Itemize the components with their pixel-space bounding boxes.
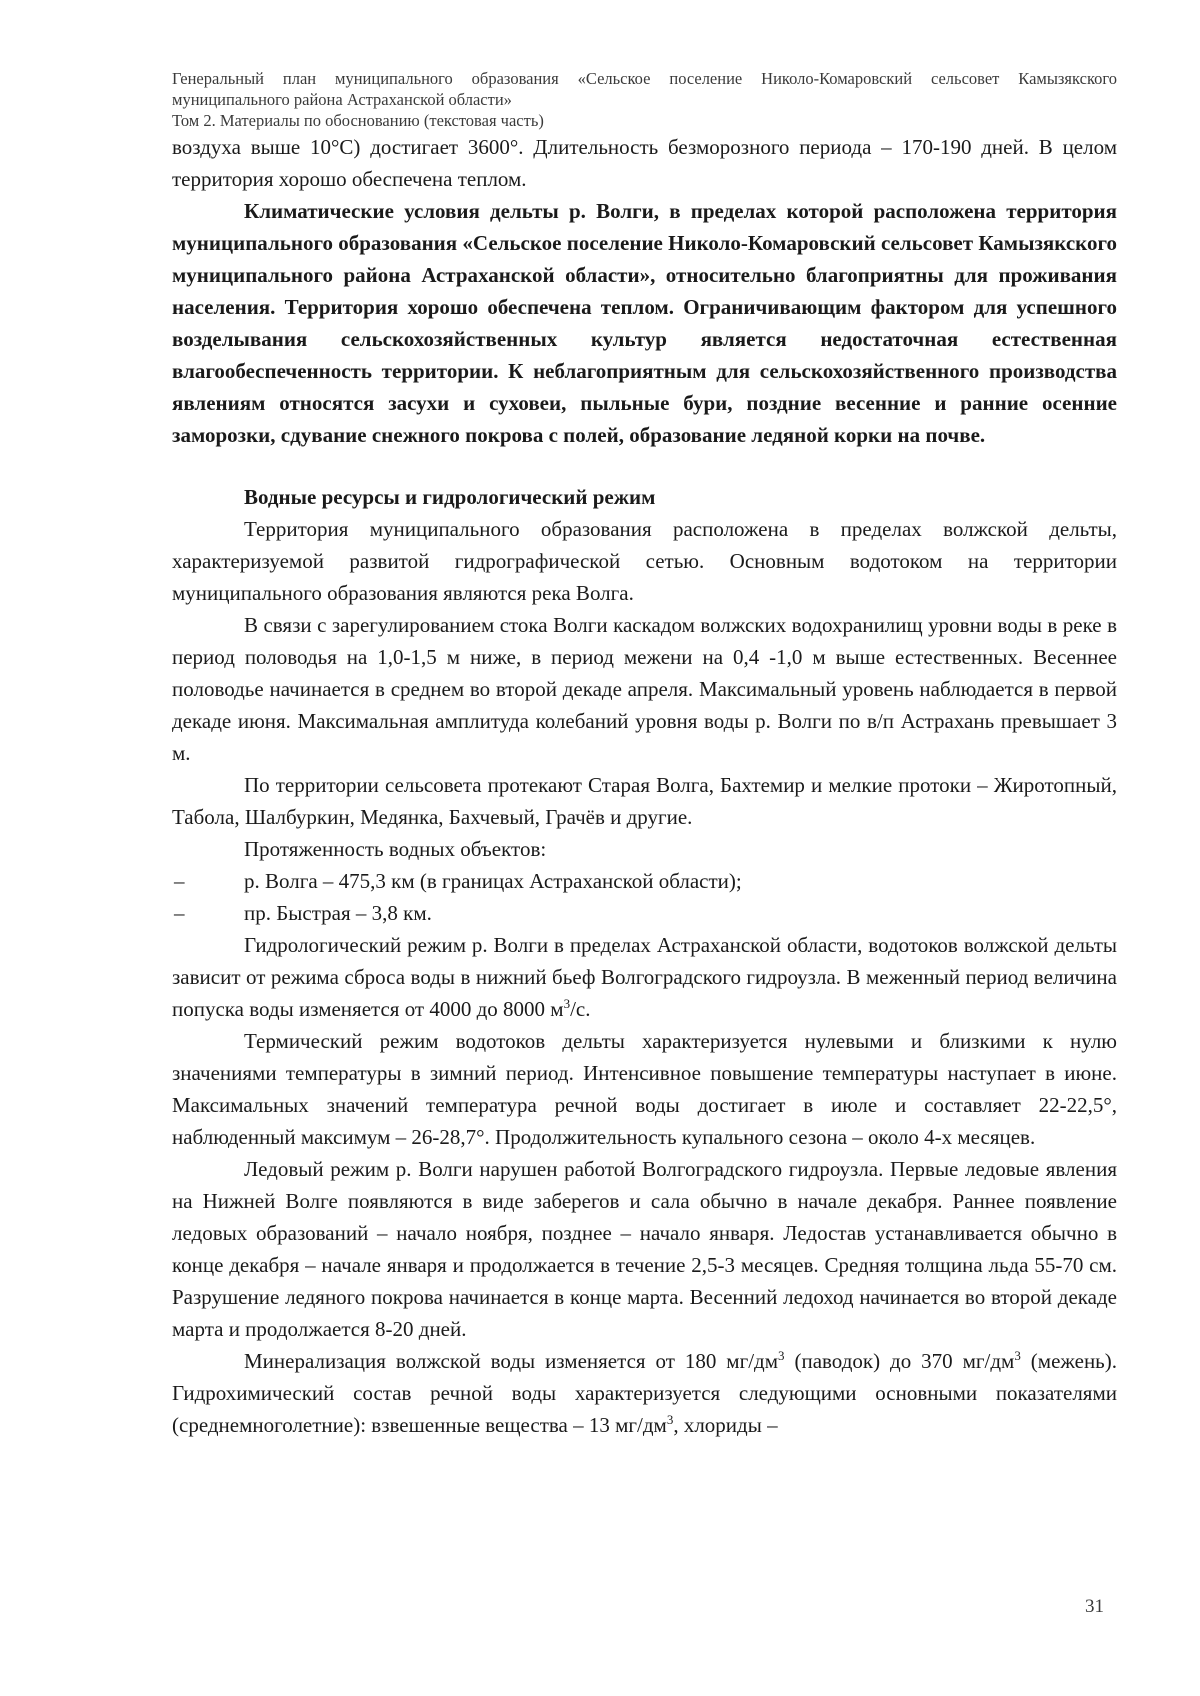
superscript: 3: [563, 996, 571, 1011]
header-volume: Том 2. Материалы по обоснованию (текстовая часть): [172, 111, 544, 130]
superscript: 3: [778, 1348, 785, 1363]
section-heading-water: Водные ресурсы и гидрологический режим: [244, 485, 656, 509]
superscript: 3: [666, 1412, 674, 1427]
document-body: [172, 131, 1117, 1441]
list-item-text: пр. Быстрая – 3,8 км.: [244, 901, 432, 925]
paragraph-water-levels: В связи с зарегулированием стока Волги каскадом волжских водохранилищ уровни воды в реке в период половодья на 1,0-1,5 м ниже, в период межени на 0,4 -1,0 м выше естественных. Весеннее половодье начинается в среднем во второй декаде апреля. Максимальный уровень наблюдается в первой декаде июня. Максимальная амплитуда колебаний уровня воды р. Волги по в/п Астрахань превышает 3 м.: [172, 613, 1117, 765]
paragraph-length-intro: Протяженность водных объектов:: [244, 837, 547, 861]
list-item: [172, 897, 1117, 929]
page-number: 31: [1085, 1596, 1104, 1617]
header-title: Генеральный план муниципального образования «Сельское поселение Николо-Комаровский сельсовет Камызякского муниципального района Астраханской области»: [172, 69, 1117, 109]
paragraph-climate-summary: Климатические условия дельты р. Волги, в пределах которой расположена территория муниципального образования «Сельское поселение Николо-Комаровский сельсовет Камызякского муниципального района Астраханской области», относительно благоприятны для проживания населения. Территория хорошо обеспечена теплом. Ограничивающим фактором для успешного возделывания сельскохозяйственных культур является недостаточная естественная влагообеспеченность территории. К неблагоприятным для сельскохозяйственного производства явлениям относятся засухи и суховеи, пыльные бури, поздние весенние и ранние осенние заморозки, сдувание снежного покрова с полей, образование ледяной корки на почве.: [172, 199, 1117, 447]
text-run: (межень). Гидрохимический состав речной воды характеризуется следующими основными показателями (среднемноголетние): взвешенные вещества – 13 мг/дм: [172, 1349, 1117, 1437]
document-page: [172, 68, 1117, 1441]
list-dash: –: [174, 901, 185, 925]
text-run: Гидрологический режим р. Волги в пределах Астраханской области, водотоков волжской дельты зависит от режима сброса воды в нижний бьеф Волгоградского гидроузла. В меженный период величина попуска воды изменяется от 4000 до 8000 м: [172, 933, 1117, 1021]
superscript: 3: [1014, 1348, 1021, 1363]
paragraph-channels: По территории сельсовета протекают Старая Волга, Бахтемир и мелкие протоки – Жиротопный, Табола, Шалбуркин, Медянка, Бахчевый, Грачёв и другие.: [172, 773, 1117, 829]
paragraph-thermal-regime: Термический режим водотоков дельты характеризуется нулевыми и близкими к нулю значениями температуры в зимний период. Интенсивное повышение температуры наступает в июне. Максимальных значений температура речной воды достигает в июле и составляет 22-22,5°, наблюденный максимум – 26-28,7°. Продолжительность купального сезона – около 4-х месяцев.: [172, 1029, 1117, 1149]
text-run: /с.: [570, 997, 591, 1021]
list-item: [172, 865, 1117, 897]
paragraph-territory: Территория муниципального образования расположена в пределах волжской дельты, характеризуемой развитой гидрографической сетью. Основным водотоком на территории муниципального образования являются река Волга.: [172, 517, 1117, 605]
list-item-text: р. Волга – 475,3 км (в границах Астраханской области);: [244, 869, 742, 893]
paragraph-ice-regime: Ледовый режим р. Волги нарушен работой Волгоградского гидроузла. Первые ледовые явления на Нижней Волге появляются в виде заберегов и сала обычно в начале декабря. Раннее появление ледовых образований – начало ноября, позднее – начало января. Ледостав устанавливается обычно в конце декабря – начале января и продолжается в течение 2,5-3 месяцев. Средняя толщина льда 55-70 см. Разрушение ледяного покрова начинается в конце марта. Весенний ледоход начинается во второй декаде марта и продолжается 8-20 дней.: [172, 1157, 1117, 1341]
paragraph-mineralization: [172, 1345, 1117, 1441]
list-dash: –: [174, 869, 185, 893]
text-run: Минерализация волжской воды изменяется от 180 мг/дм: [244, 1349, 779, 1373]
text-run: (паводок) до 370 мг/дм: [784, 1349, 1015, 1373]
document-header: [172, 68, 1117, 131]
paragraph-climate-heat: воздуха выше 10°С) достигает 3600°. Длительность безморозного периода – 170-190 дней. В целом территория хорошо обеспечена теплом.: [172, 135, 1117, 191]
paragraph-hydrological-regime: [172, 929, 1117, 1025]
text-run: , хлориды –: [673, 1413, 778, 1437]
